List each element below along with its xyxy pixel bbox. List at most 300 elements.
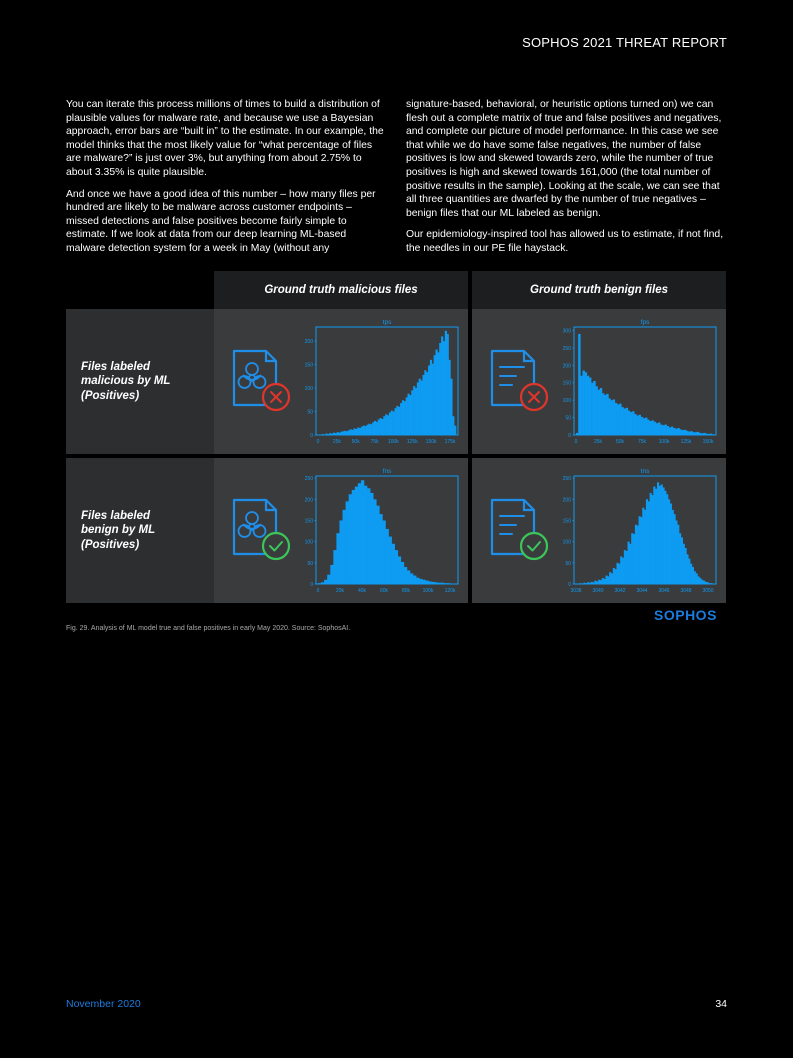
histogram-bar (368, 424, 370, 435)
histogram-bar (591, 383, 593, 435)
histogram-bar (629, 544, 631, 584)
histogram-bar (633, 534, 635, 584)
y-tick-label: 0 (310, 433, 313, 439)
page-number: 34 (715, 998, 727, 1010)
y-tick-label: 50 (307, 409, 313, 416)
histogram-bar (411, 390, 413, 435)
histogram-bar (675, 429, 677, 435)
histogram-bar (680, 429, 682, 435)
histogram-bar (454, 426, 456, 435)
histogram-bar (378, 420, 380, 436)
histogram-bar (327, 434, 329, 435)
histogram-bar (621, 407, 623, 435)
histogram-bar (383, 416, 385, 435)
histogram-bar (662, 487, 664, 584)
histogram-bar (432, 364, 434, 435)
histogram-bar (389, 537, 392, 584)
histogram-bar (339, 520, 342, 584)
histogram-bar (416, 578, 419, 584)
y-tick-label: 150 (562, 380, 571, 387)
histogram-bar (677, 525, 679, 584)
histogram-bar (615, 569, 617, 584)
histogram-bar (602, 393, 604, 435)
column-header-malicious: Ground truth malicious files (214, 271, 468, 309)
histogram-bar (361, 427, 363, 435)
y-tick-label: 50 (565, 560, 571, 567)
histogram-bar (343, 510, 346, 584)
histogram-bar (703, 433, 705, 435)
histogram-bar (651, 495, 653, 584)
histogram-bar (591, 582, 593, 584)
histogram-bar (450, 379, 452, 435)
histogram-bar (618, 564, 620, 584)
histogram-bar (333, 550, 336, 584)
histogram-bar (582, 371, 584, 435)
histogram-bar (710, 583, 712, 584)
histogram-bar (376, 506, 379, 584)
histogram-bar (413, 576, 416, 584)
histogram-bar (447, 583, 450, 584)
y-tick-label: 50 (565, 415, 571, 422)
histogram-bar (424, 370, 426, 435)
x-tick-label: 0 (316, 588, 320, 594)
histogram-bar (395, 550, 398, 584)
y-tick-label: 200 (562, 363, 571, 370)
histogram-bar (643, 418, 645, 435)
histogram-bar (623, 409, 625, 435)
histogram-bar (688, 559, 690, 584)
histogram-bar (631, 533, 633, 584)
y-tick-label: 0 (568, 433, 571, 439)
histogram-bar (396, 406, 398, 435)
histogram-bar (379, 514, 382, 584)
x-tick-label: 3044 (636, 588, 648, 594)
histogram-bar (688, 432, 690, 435)
histogram-bar (626, 408, 628, 435)
histogram-bar (407, 570, 410, 584)
y-tick-label: 150 (562, 518, 571, 525)
chart-fps (552, 313, 722, 449)
histogram-bar (606, 394, 608, 435)
histogram-bar (660, 425, 662, 435)
x-tick-label: 120k (444, 588, 456, 594)
histogram-bar (342, 431, 344, 435)
histogram-bar (705, 582, 707, 584)
histogram-bar (370, 493, 373, 584)
y-tick-label: 0 (568, 582, 571, 588)
histogram-bar (636, 415, 638, 435)
chart-title: fns (382, 468, 392, 475)
histogram-bar (671, 427, 673, 435)
histogram-bar (619, 404, 621, 435)
paragraph: You can iterate this process millions of times to build a distribution of plausible values for malware rate, and because we use a Bayesian approach, error bars are “built in” to the estimate. In our example, the model thinks that the most likely value for “what percentage of files are malware?” is just over 3%, but anything from about 2.75% to about 3.35% is quite plausible. (66, 99, 384, 178)
histogram-bar (639, 415, 641, 435)
histogram-bar (441, 583, 444, 584)
histogram-bar (425, 581, 428, 584)
histogram-bar (639, 516, 641, 584)
histogram-bar (324, 580, 327, 584)
histogram-bar (400, 403, 402, 435)
x-tick-label: 150k (702, 439, 714, 445)
chart-title: tns (640, 468, 650, 475)
histogram-bar (650, 493, 652, 584)
y-tick-label: 200 (304, 339, 313, 346)
histogram-bar (699, 578, 701, 584)
histogram-bar (363, 426, 365, 435)
histogram-bar (337, 432, 339, 435)
histogram-bar (649, 421, 651, 435)
histogram-bar (434, 355, 436, 435)
histogram-bar (703, 581, 705, 584)
histogram-bar (669, 427, 671, 435)
histogram-bar (366, 425, 368, 435)
histogram-bar (645, 418, 647, 435)
histogram-bar (609, 572, 611, 584)
histogram-bar (615, 403, 617, 435)
document-file-icon (488, 347, 550, 413)
histogram-bar (422, 375, 424, 435)
figure-caption: Fig. 29. Analysis of ML model true and false positives in early May 2020. Source: SophosAI. (66, 625, 351, 632)
histogram-bar (655, 489, 657, 584)
x-tick-label: 150k (425, 439, 437, 445)
histogram-bar (398, 407, 400, 435)
histogram-bar (697, 576, 699, 584)
histogram-bar (358, 483, 361, 584)
histogram-bar (435, 582, 438, 584)
y-tick-label: 200 (562, 497, 571, 504)
chart-title: fps (640, 319, 650, 326)
histogram-bar (686, 554, 688, 584)
histogram-bar (330, 565, 333, 584)
histogram-bar (647, 420, 649, 435)
paragraph: Our epidemiology-inspired tool has allowed us to estimate, if not find, the needles in our PE file haystack. (406, 229, 724, 254)
histogram-bar (661, 484, 663, 584)
histogram-bar (686, 431, 688, 435)
histogram-bar (620, 556, 622, 584)
footer-date: November 2020 (66, 998, 141, 1010)
x-tick-label: 50k (351, 439, 360, 445)
histogram-bar (673, 428, 675, 435)
histogram-bar (613, 568, 615, 584)
histogram-bar (595, 386, 597, 435)
x-tick-label: 0 (574, 439, 578, 445)
histogram-bar (350, 429, 352, 435)
histogram-bar (333, 433, 335, 435)
y-tick-label: 150 (304, 362, 313, 369)
histogram-bar (352, 490, 355, 584)
histogram-bar (596, 581, 598, 584)
x-tick-label: 3050 (702, 588, 714, 594)
histogram-bar (327, 575, 330, 584)
histogram-bar (685, 548, 687, 584)
x-tick-label: 175k (444, 439, 456, 445)
x-tick-label: 80k (401, 588, 411, 594)
histogram-bar (336, 533, 339, 584)
histogram-bar (684, 430, 686, 435)
histogram-bar (376, 422, 378, 435)
histogram-bar (626, 551, 628, 584)
histogram-bar (322, 434, 324, 435)
histogram-bar (707, 582, 709, 584)
histogram-bar (630, 412, 632, 435)
histogram-bar (426, 372, 428, 435)
y-tick-label: 250 (562, 476, 571, 483)
histogram-bar (321, 582, 324, 584)
histogram-bar (392, 544, 395, 584)
histogram-bar (656, 423, 658, 435)
histogram-bar (374, 421, 376, 435)
text-lines (500, 367, 524, 385)
text-lines (500, 516, 524, 534)
histogram-bar (701, 580, 703, 584)
histogram-bar (349, 494, 352, 584)
cell-true-positives (214, 309, 468, 454)
histogram-bar (348, 430, 350, 435)
histogram-bar (598, 390, 600, 435)
body-column-left (66, 98, 386, 264)
histogram-bar (437, 352, 439, 435)
histogram-bar (445, 331, 447, 435)
histogram-bar (346, 431, 348, 435)
x-tick-label: 125k (406, 439, 418, 445)
histogram-bar (417, 382, 419, 435)
histogram-bar (664, 425, 666, 435)
row-label-negatives: Files labeled benign by ML (Positives) (66, 458, 214, 603)
histogram-bar (670, 504, 672, 584)
histogram-bar (346, 501, 349, 584)
histogram-bar (662, 425, 664, 435)
histogram-bar (441, 336, 443, 435)
histogram-bar (605, 576, 607, 584)
histogram-bar (587, 376, 589, 435)
x-tick-label: 3038 (570, 588, 582, 594)
histogram-bar (576, 433, 578, 435)
cell-true-negatives (472, 458, 726, 603)
histogram-bar (404, 401, 406, 435)
histogram-bar (439, 343, 441, 435)
histogram-bar (604, 395, 606, 435)
paragraph: signature-based, behavioral, or heuristic options turned on) we can flesh out a complete matrix of true and false positives and negatives, and complete our picture of model performance. In this case we see that while we do have some false negatives, the number of false positives is low and skewed towards zero, while the number of true positives is high and skewed towards 161,000 (the total number of positive results in the sample). Looking at the scale, we can see that all three quantities are dwarfed by the number of true negatives – benign files that our ML labeled as benign. (406, 99, 722, 219)
histogram-bar (628, 411, 630, 435)
histogram-bar (710, 434, 712, 435)
histogram-bar (431, 582, 434, 584)
histogram-bar (644, 510, 646, 584)
histogram-bar (677, 428, 679, 435)
histogram-bar (373, 499, 376, 584)
x-tick-label: 25k (332, 439, 341, 445)
histogram-bar (331, 434, 333, 435)
histogram-bar (428, 366, 430, 436)
x-tick-label: 3048 (680, 588, 692, 594)
histogram-bar (694, 571, 696, 584)
histogram-bar (613, 399, 615, 435)
report-title: SOPHOS 2021 THREAT REPORT (522, 35, 727, 50)
histogram-bar (705, 434, 707, 435)
histogram-bar (409, 395, 411, 435)
histogram-bar (699, 433, 701, 435)
histogram-bar (608, 398, 610, 435)
histogram-bar (443, 341, 445, 435)
histogram-bar (600, 388, 602, 435)
histogram-bar (318, 583, 321, 584)
column-header-benign: Ground truth benign files (472, 271, 726, 309)
x-tick-label: 75k (370, 439, 379, 445)
y-tick-label: 200 (304, 497, 313, 504)
x-tick-label: 3042 (614, 588, 626, 594)
x-tick-label: 3040 (592, 588, 604, 594)
histogram-bar (393, 412, 395, 435)
histogram-bar (372, 422, 374, 435)
chart-tns (552, 462, 722, 598)
histogram-bar (370, 424, 372, 435)
histogram-bar (681, 537, 683, 584)
histogram-bar (402, 400, 404, 435)
histogram-bar (578, 334, 580, 435)
histogram-bar (708, 583, 710, 584)
histogram-bar (658, 422, 660, 435)
histogram-bar (583, 583, 585, 584)
chart-tps (294, 313, 464, 449)
histogram-bar (664, 491, 666, 584)
histogram-bar (692, 432, 694, 435)
histogram-bar (406, 397, 408, 435)
histogram-bar (622, 558, 624, 584)
histogram-bar (587, 582, 589, 584)
x-tick-label: 50k (615, 439, 625, 445)
row-label-positives: Files labeled malicious by ML (Positives) (66, 309, 214, 454)
x-tick-label: 0 (316, 439, 320, 445)
histogram-bar (404, 567, 407, 584)
paragraph: And once we have a good idea of this number – how many files per hundred are likely to be malware across customer endpoints – missed detections and false positives become fairly simple to estimate. If we look at data from our deep learning ML-based malware detection system for a week in May (without any (66, 188, 376, 254)
x-circle-icon (521, 384, 547, 410)
histogram-bar (598, 580, 600, 584)
x-tick-label: 75k (637, 439, 647, 445)
x-tick-label: 100k (422, 588, 434, 594)
histogram-bar (357, 427, 359, 435)
histogram-bar (659, 486, 661, 584)
histogram-bar (355, 429, 357, 435)
y-tick-label: 0 (310, 582, 313, 588)
histogram-bar (452, 416, 454, 435)
histogram-bar (413, 386, 415, 435)
chart-title: tps (382, 319, 392, 326)
histogram-bar (329, 433, 331, 435)
x-tick-label: 3046 (658, 588, 670, 594)
histogram-bar (637, 526, 639, 584)
histogram-bar (422, 580, 425, 584)
histogram-bar (352, 430, 354, 435)
histogram-bar (682, 430, 684, 435)
biohazard-file-icon (230, 347, 292, 413)
histogram-bar (701, 433, 703, 435)
histogram-bar (381, 419, 383, 435)
histogram-bar (589, 378, 591, 435)
body-column-right (406, 98, 728, 264)
histogram-bar (589, 583, 591, 584)
check-circle-icon (263, 533, 289, 559)
histogram-bar (675, 520, 677, 584)
histogram-bar (666, 494, 668, 584)
confusion-matrix-figure (66, 271, 726, 603)
histogram-bar (708, 434, 710, 435)
y-tick-label: 150 (304, 518, 313, 525)
histogram-bar (585, 583, 587, 584)
histogram-bar (365, 426, 367, 435)
histogram-bar (668, 499, 670, 584)
x-tick-label: 25k (593, 439, 603, 445)
histogram-bar (428, 581, 431, 584)
histogram-bar (697, 432, 699, 435)
sophos-logo: SOPHOS (654, 607, 717, 623)
histogram-bar (641, 417, 643, 435)
biohazard-symbol (239, 512, 266, 537)
histogram-bar (419, 579, 422, 584)
x-circle-icon (263, 384, 289, 410)
histogram-bar (361, 480, 364, 584)
histogram-bar (394, 408, 396, 435)
x-tick-label: 20k (335, 588, 345, 594)
y-tick-label: 100 (304, 539, 313, 546)
histogram-bar (692, 567, 694, 584)
histogram-bar (628, 542, 630, 584)
biohazard-file-icon (230, 496, 292, 562)
histogram-bar (380, 418, 382, 435)
histogram-bar (674, 514, 676, 584)
y-tick-label: 300 (562, 328, 571, 335)
histogram-bar (600, 580, 602, 584)
x-tick-label: 100k (387, 439, 399, 445)
histogram-bar (602, 578, 604, 584)
histogram-bar (430, 360, 432, 435)
cell-false-positives (472, 309, 726, 454)
histogram-bar (401, 562, 404, 584)
histogram-bar (387, 415, 389, 435)
histogram-bar (449, 360, 451, 435)
histogram-bar (667, 426, 669, 435)
histogram-bar (382, 520, 385, 584)
histogram-bar (355, 487, 358, 584)
histogram-bar (385, 414, 387, 435)
y-tick-label: 250 (304, 476, 313, 483)
histogram-bar (593, 381, 595, 435)
histogram-bar (696, 573, 698, 584)
histogram-bar (410, 573, 413, 584)
histogram-bar (657, 482, 659, 584)
histogram-bar (585, 372, 587, 435)
histogram-bar (683, 544, 685, 584)
y-tick-label: 100 (562, 539, 571, 546)
histogram-bar (438, 583, 441, 584)
histogram-bar (648, 501, 650, 584)
y-tick-label: 100 (304, 386, 313, 392)
histogram-bar (447, 334, 449, 435)
histogram-bar (611, 573, 613, 584)
histogram-bar (385, 529, 388, 584)
histogram-bar (421, 381, 423, 435)
histogram-bar (607, 576, 609, 584)
histogram-bar (635, 525, 637, 584)
histogram-bar (580, 376, 582, 435)
histogram-bar (594, 581, 596, 584)
histogram-bar (344, 431, 346, 435)
histogram-bar (634, 414, 636, 435)
document-file-icon (488, 496, 550, 562)
histogram-bar (646, 499, 648, 584)
histogram-bar (419, 379, 421, 435)
histogram-bar (651, 420, 653, 435)
x-tick-label: 60k (379, 588, 389, 594)
histogram-bar (624, 550, 626, 584)
